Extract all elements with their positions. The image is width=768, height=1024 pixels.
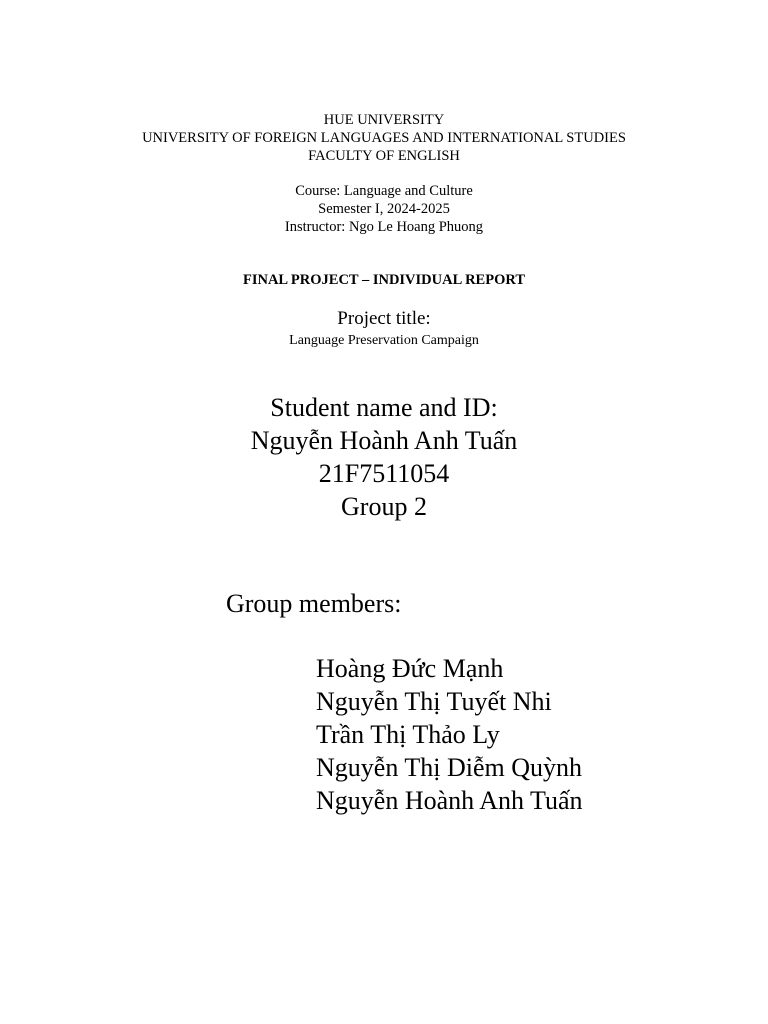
student-id: 21F7511054 (318, 459, 450, 488)
group-members-label: Group members: (226, 589, 402, 618)
student-info (0, 391, 768, 523)
school-name: UNIVERSITY OF FOREIGN LANGUAGES AND INTERNATIONAL STUDIES (142, 130, 626, 146)
student-label: Student name and ID: (270, 393, 498, 422)
faculty-name: FACULTY OF ENGLISH (308, 148, 460, 164)
group-members-list (316, 652, 583, 817)
course-name: Course: Language and Culture (295, 183, 473, 199)
university-name: HUE UNIVERSITY (323, 112, 445, 128)
semester: Semester I, 2024-2025 (318, 201, 450, 217)
course-info (0, 182, 768, 236)
project-title: Language Preservation Campaign (289, 333, 479, 348)
group-member: Nguyễn Thị Tuyết Nhi (316, 687, 552, 716)
institution-header (0, 111, 768, 165)
student-name: Nguyễn Hoành Anh Tuấn (250, 426, 518, 455)
group-member: Trần Thị Thảo Ly (316, 720, 500, 749)
instructor: Instructor: Ngo Le Hoang Phuong (284, 219, 484, 235)
student-group: Group 2 (341, 492, 427, 521)
report-title: FINAL PROJECT – INDIVIDUAL REPORT (242, 272, 525, 288)
group-member: Hoàng Đức Mạnh (316, 654, 504, 683)
group-member: Nguyễn Thị Diễm Quỳnh (316, 753, 582, 782)
group-member: Nguyễn Hoành Anh Tuấn (316, 786, 583, 815)
project-title-label: Project title: (337, 308, 431, 329)
